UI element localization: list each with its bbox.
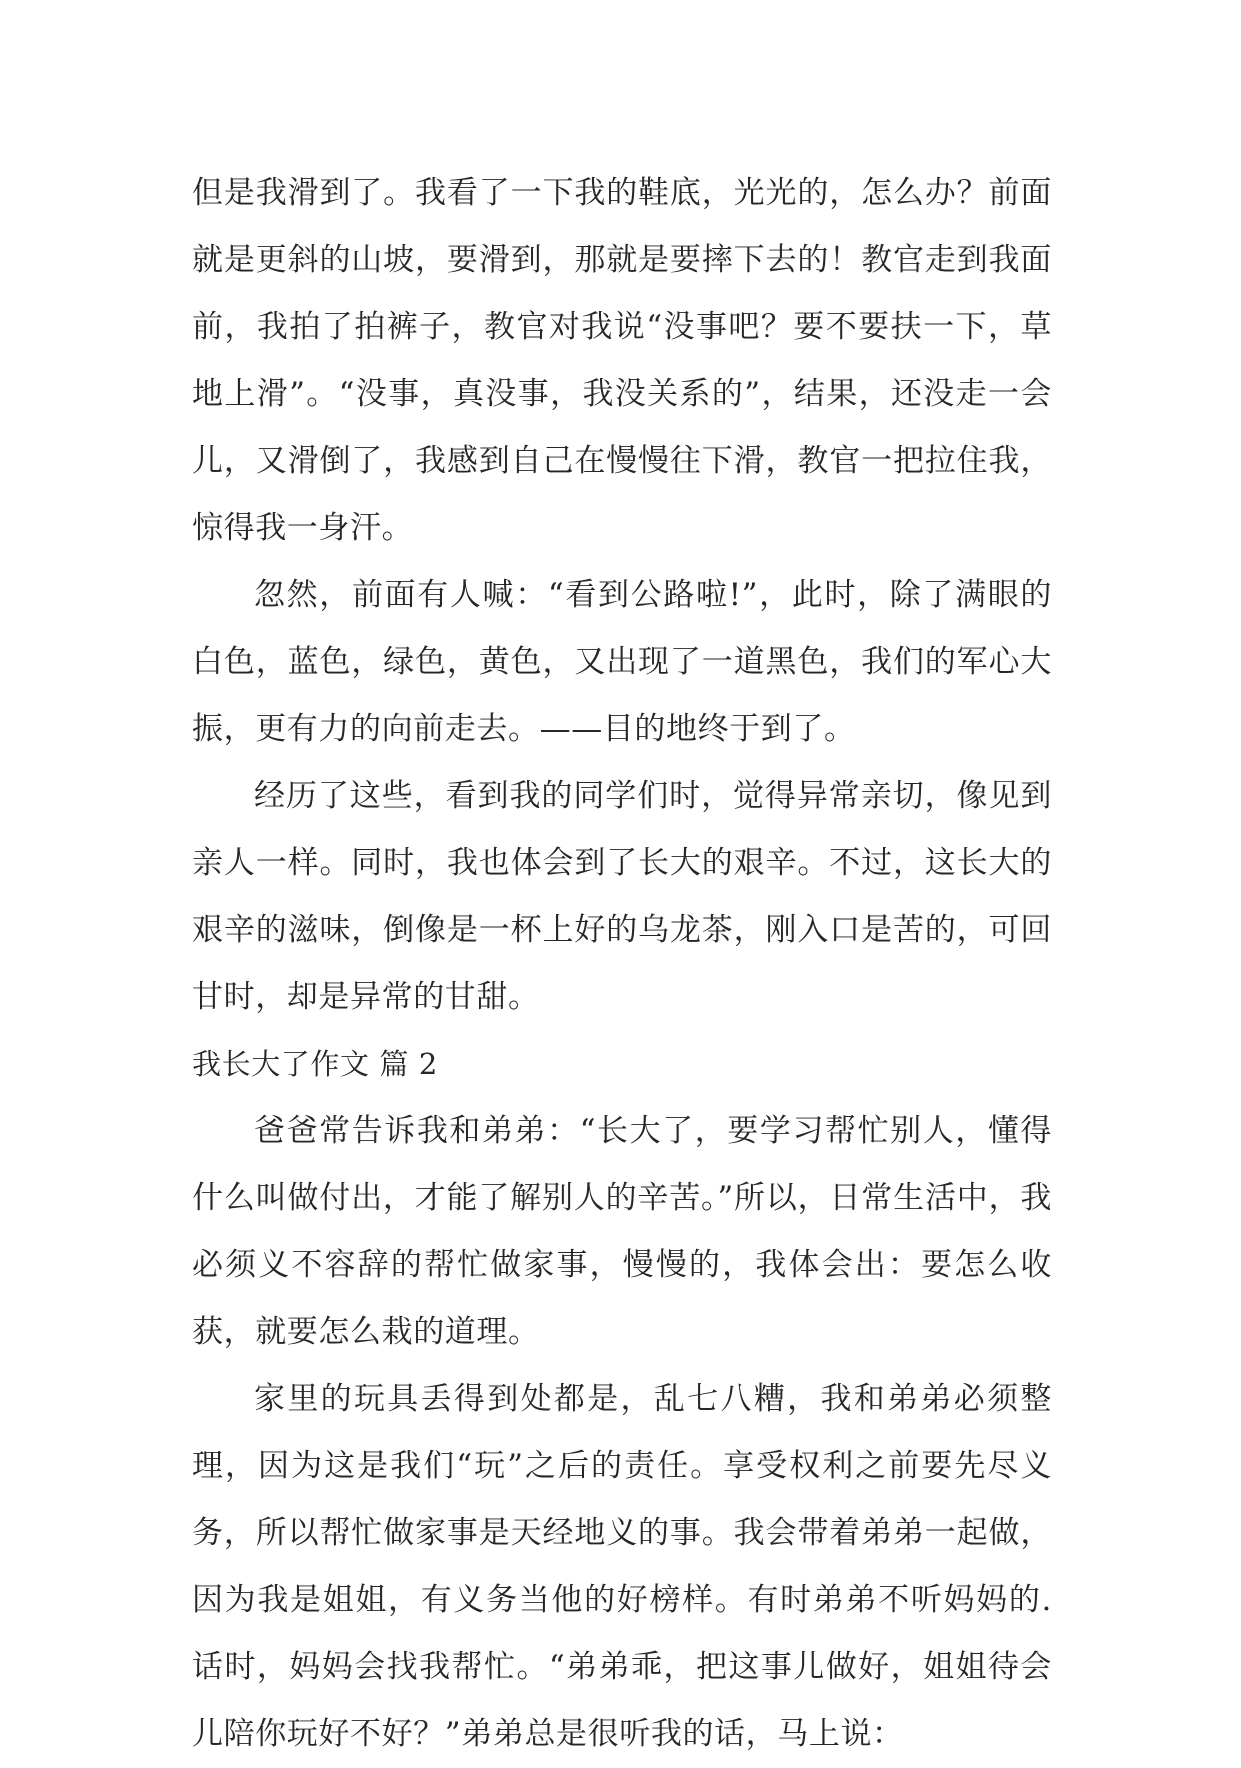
document-body (192, 160, 1052, 1768)
paragraph-5: 家里的玩具丢得到处都是，乱七八糟，我和弟弟必须整理，因为这是我们“玩”之后的责任。享受权利之前要先尽义务，所以帮忙做家事是天经地义的事。我会带着弟弟一起做，因为我是姐姐，有义务当他的好榜样。有时弟弟不听妈妈的.话时，妈妈会找我帮忙。“弟弟乖，把这事儿做好，姐姐待会儿陪你玩好不好？”弟弟总是很听我的话，马上说： (192, 1381, 1052, 1752)
section-heading: 我长大了作文 篇 2 (192, 1047, 438, 1081)
paragraph-3: 经历了这些，看到我的同学们时，觉得异常亲切，像见到亲人一样。同时，我也体会到了长大的艰辛。不过，这长大的艰辛的滋味，倒像是一杯上好的乌龙茶，刚入口是苦的，可回甘时，却是异常的甘甜。 (192, 778, 1052, 1015)
paragraph-1: 但是我滑到了。我看了一下我的鞋底，光光的，怎么办？前面就是更斜的山坡，要滑到，那就是要摔下去的！教官走到我面前，我拍了拍裤子，教官对我说“没事吧？要不要扶一下，草地上滑”。“没事，真没事，我没关系的”，结果，还没走一会儿，又滑倒了，我感到自己在慢慢往下滑，教官一把拉住我，惊得我一身汗。 (192, 175, 1052, 546)
paragraph-4: 爸爸常告诉我和弟弟：“长大了，要学习帮忙别人，懂得什么叫做付出，才能了解别人的辛苦。”所以，日常生活中，我必须义不容辞的帮忙做家事，慢慢的，我体会出：要怎么收获，就要怎么栽的道理。 (192, 1113, 1052, 1350)
paragraph-2: 忽然，前面有人喊：“看到公路啦!”，此时，除了满眼的白色，蓝色，绿色，黄色，又出现了一道黑色，我们的军心大振，更有力的向前走去。——目的地终于到了。 (192, 577, 1052, 747)
